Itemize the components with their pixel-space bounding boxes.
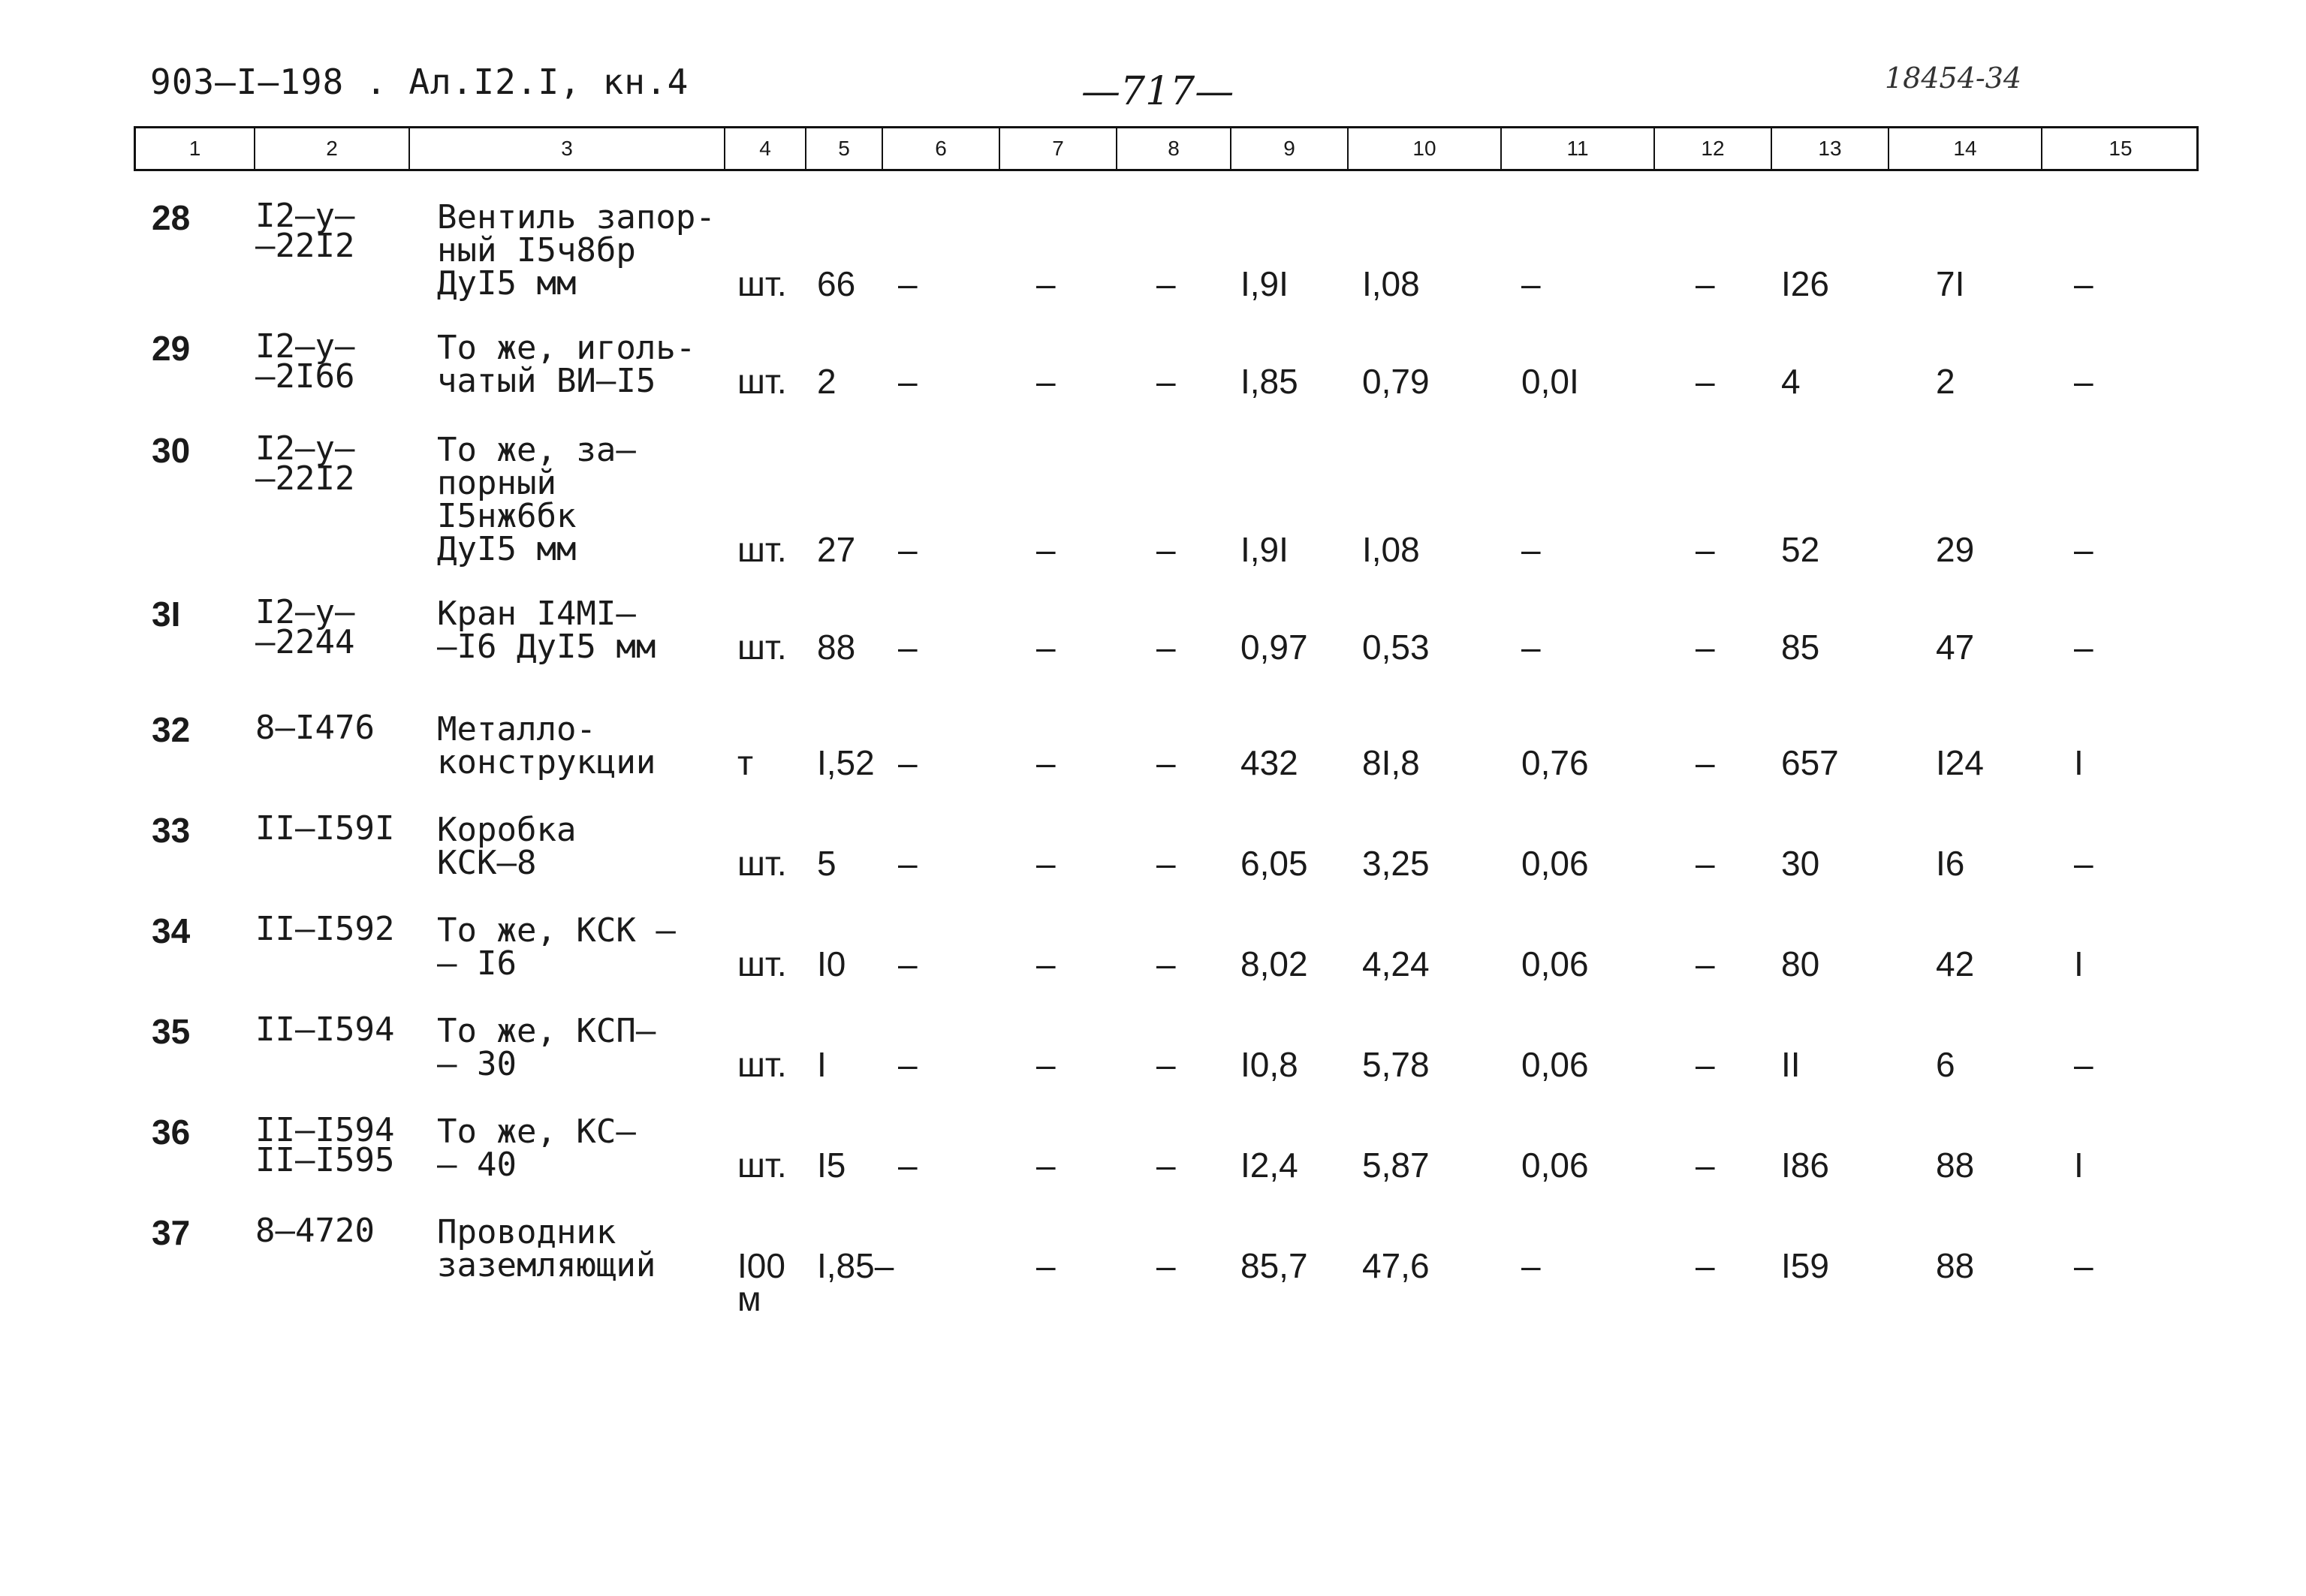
value-col-7: – [1036,628,1056,667]
value-col-9: I0,8 [1240,1045,1298,1084]
value-col-10: 8I,8 [1362,743,1420,782]
value-col-13: 657 [1781,743,1839,782]
value-col-11: 0,76 [1521,743,1589,782]
value-col-10: 5,78 [1362,1045,1430,1084]
value-col-14: I24 [1936,743,1984,782]
norm-code: I2–у– –2244 [255,593,355,661]
value-col-13: 80 [1781,944,1820,983]
column-number-4: 4 [725,128,806,169]
value-col-9: I,85 [1240,362,1298,401]
quantity: I5 [817,1146,846,1185]
row-number: 33 [152,811,191,850]
value-col-13: 52 [1781,530,1820,569]
value-col-14: 7I [1936,264,1965,303]
row-number: 28 [152,198,191,237]
column-number-10: 10 [1349,128,1502,169]
value-col-9: I2,4 [1240,1146,1298,1185]
norm-code: 8–4720 [255,1212,375,1250]
value-col-6: – [898,628,918,667]
value-col-14: 6 [1936,1045,1955,1084]
norm-code: I2–у– –22I2 [255,429,355,498]
value-col-9: 6,05 [1240,844,1308,883]
row-number: 37 [152,1213,191,1252]
row-number: 32 [152,710,191,749]
value-col-6: – [898,844,918,883]
value-col-8: – [1156,1045,1176,1084]
value-col-6: – [898,743,918,782]
unit: шт. [737,1146,787,1185]
value-col-11: 0,06 [1521,1045,1589,1084]
item-name: Коробка КСК–8 [437,811,577,882]
value-col-8: – [1156,530,1176,569]
value-col-12: – [1696,1146,1715,1185]
row-number: 30 [152,431,191,470]
value-col-7: – [1036,944,1056,983]
value-col-11: 0,06 [1521,844,1589,883]
value-col-12: – [1696,1045,1715,1084]
column-number-6: 6 [883,128,1000,169]
quantity: I0 [817,944,846,983]
value-col-15: – [2074,1246,2093,1285]
norm-code: II–I594 II–I595 [255,1111,395,1179]
value-col-15: I [2074,743,2084,782]
value-col-8: – [1156,743,1176,782]
item-name: Металло- конструкции [437,710,656,781]
value-col-14: 29 [1936,530,1975,569]
column-number-12: 12 [1655,128,1772,169]
unit: шт. [737,362,787,401]
item-name: Кран I4МI– –I6 ДуI5 мм [437,595,656,666]
value-col-10: 0,53 [1362,628,1430,667]
value-col-11: 0,06 [1521,944,1589,983]
quantity: 27 [817,530,856,569]
value-col-6: – [898,362,918,401]
value-col-6: – [898,1045,918,1084]
value-col-8: – [1156,628,1176,667]
value-col-13: 30 [1781,844,1820,883]
value-col-9: 85,7 [1240,1246,1308,1285]
norm-code: II–I594 [255,1010,395,1049]
document-reference: 903–I–198 . Ал.I2.I, кн.4 [150,62,689,102]
quantity: I [817,1045,827,1084]
column-number-7: 7 [1000,128,1117,169]
quantity: I,52 [817,743,875,782]
value-col-11: 0,0I [1521,362,1579,401]
value-col-12: – [1696,264,1715,303]
value-col-6: – [898,264,918,303]
row-number: 35 [152,1012,191,1051]
value-col-13: I59 [1781,1246,1829,1285]
value-col-7: – [1036,1146,1056,1185]
value-col-7: – [1036,743,1056,782]
value-col-11: – [1521,628,1541,667]
norm-code: II–I592 [255,910,395,948]
quantity: 2 [817,362,836,401]
item-name: То же, за– порный I5нж6бк ДуI5 мм [437,431,636,568]
value-col-6: – [898,944,918,983]
value-col-7: – [1036,1045,1056,1084]
value-col-14: 2 [1936,362,1955,401]
value-col-8: – [1156,944,1176,983]
value-col-15: I [2074,944,2084,983]
unit: шт. [737,264,787,303]
item-name: То же, КС– – 40 [437,1113,636,1184]
norm-code: I2–у– –2I66 [255,327,355,396]
value-col-15: – [2074,844,2093,883]
value-col-11: – [1521,1246,1541,1285]
inventory-number: 18454-34 [1885,62,2022,95]
value-col-15: – [2074,530,2093,569]
value-col-10: 47,6 [1362,1246,1430,1285]
value-col-14: 47 [1936,628,1975,667]
value-col-15: I [2074,1146,2084,1185]
item-name: То же, КСП– – 30 [437,1012,656,1083]
quantity: 5 [817,844,836,883]
item-name: Проводник заземляющий [437,1213,656,1284]
value-col-9: I,9I [1240,530,1289,569]
value-col-6: – [898,530,918,569]
row-number: 36 [152,1113,191,1152]
row-number: 3I [152,595,181,634]
unit: т [737,743,754,782]
column-number-2: 2 [255,128,410,169]
value-col-10: I,08 [1362,264,1420,303]
norm-code: I2–у– –22I2 [255,197,355,265]
value-col-8: – [1156,1146,1176,1185]
value-col-12: – [1696,944,1715,983]
value-col-13: II [1781,1045,1801,1084]
quantity: 66 [817,264,856,303]
column-number-strip [134,126,2199,171]
unit: шт. [737,628,787,667]
value-col-7: – [1036,530,1056,569]
unit: шт. [737,530,787,569]
value-col-15: – [2074,264,2093,303]
value-col-11: – [1521,530,1541,569]
value-col-12: – [1696,530,1715,569]
norm-code: 8–I476 [255,709,375,747]
value-col-13: 85 [1781,628,1820,667]
value-col-7: – [1036,1246,1056,1285]
value-col-12: – [1696,743,1715,782]
unit: шт. [737,944,787,983]
column-number-9: 9 [1231,128,1349,169]
item-name: Вентиль запор- ный I5ч8бр ДуI5 мм [437,198,716,303]
value-col-11: 0,06 [1521,1146,1589,1185]
column-number-8: 8 [1117,128,1231,169]
value-col-14: 88 [1936,1146,1975,1185]
column-number-5: 5 [806,128,883,169]
value-col-15: – [2074,628,2093,667]
column-number-1: 1 [136,128,255,169]
value-col-10: I,08 [1362,530,1420,569]
value-col-7: – [1036,844,1056,883]
value-col-7: – [1036,264,1056,303]
value-col-8: – [1156,1246,1176,1285]
value-col-15: – [2074,1045,2093,1084]
value-col-6: – [898,1146,918,1185]
norm-code: II–I59I [255,809,395,848]
value-col-8: – [1156,362,1176,401]
unit: шт. [737,1045,787,1084]
value-col-11: – [1521,264,1541,303]
unit: I00 м [737,1246,785,1318]
value-col-12: – [1696,844,1715,883]
value-col-14: 88 [1936,1246,1975,1285]
value-col-10: 0,79 [1362,362,1430,401]
item-name: То же, иголь- чатый ВИ–I5 [437,329,696,400]
unit: шт. [737,844,787,883]
value-col-13: I26 [1781,264,1829,303]
quantity: 88 [817,628,856,667]
column-number-14: 14 [1889,128,2042,169]
value-col-13: I86 [1781,1146,1829,1185]
value-col-12: – [1696,362,1715,401]
column-number-11: 11 [1502,128,1655,169]
value-col-9: 8,02 [1240,944,1308,983]
value-col-15: – [2074,362,2093,401]
row-number: 29 [152,329,191,368]
value-col-14: 42 [1936,944,1975,983]
item-name: То же, КСК – – I6 [437,911,676,983]
value-col-13: 4 [1781,362,1801,401]
value-col-7: – [1036,362,1056,401]
column-number-15: 15 [2109,137,2133,160]
value-col-10: 4,24 [1362,944,1430,983]
value-col-12: – [1696,628,1715,667]
column-number-3: 3 [410,128,725,169]
value-col-10: 5,87 [1362,1146,1430,1185]
value-col-12: – [1696,1246,1715,1285]
column-number-13: 13 [1772,128,1889,169]
row-number: 34 [152,911,191,950]
value-col-9: 432 [1240,743,1298,782]
page-number: —717— [1081,69,1234,114]
value-col-8: – [1156,264,1176,303]
quantity: I,85– [817,1246,894,1285]
value-col-14: I6 [1936,844,1965,883]
value-col-10: 3,25 [1362,844,1430,883]
value-col-8: – [1156,844,1176,883]
value-col-9: 0,97 [1240,628,1308,667]
value-col-9: I,9I [1240,264,1289,303]
